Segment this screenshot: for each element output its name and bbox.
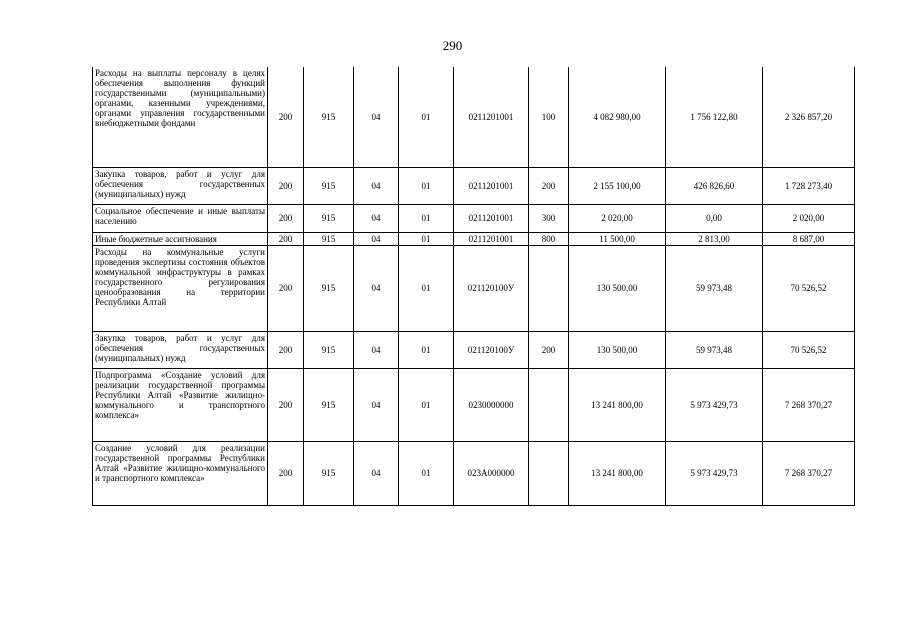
table-row xyxy=(93,245,855,331)
cell-expense-type xyxy=(529,441,569,505)
cell-amount-executed: 5 973 429,73 xyxy=(666,368,763,441)
table-row xyxy=(93,368,855,441)
cell-code-1: 200 xyxy=(268,67,304,167)
cell-section: 04 xyxy=(354,204,399,232)
cell-amount-executed: 59 973,48 xyxy=(666,245,763,331)
cell-amount-plan: 130 500,00 xyxy=(569,245,666,331)
cell-target-article: 021120100У xyxy=(454,245,529,331)
budget-table xyxy=(92,67,855,506)
cell-amount-plan: 13 241 800,00 xyxy=(569,368,666,441)
cell-amount-remaining: 7 268 370,27 xyxy=(763,441,855,505)
cell-expense-type: 200 xyxy=(529,167,569,204)
cell-expense-type xyxy=(529,245,569,331)
cell-amount-plan: 11 500,00 xyxy=(569,232,666,245)
cell-code-1: 200 xyxy=(268,167,304,204)
cell-expense-type: 800 xyxy=(529,232,569,245)
cell-code-1: 200 xyxy=(268,204,304,232)
row-description: Иные бюджетные ассигнования xyxy=(93,232,268,245)
cell-target-article: 021120100У xyxy=(454,331,529,368)
cell-code-2: 915 xyxy=(304,232,354,245)
cell-section: 04 xyxy=(354,67,399,167)
cell-amount-plan: 4 082 980,00 xyxy=(569,67,666,167)
cell-amount-plan: 130 500,00 xyxy=(569,331,666,368)
cell-amount-remaining: 1 728 273,40 xyxy=(763,167,855,204)
cell-code-2: 915 xyxy=(304,167,354,204)
cell-target-article: 0211201001 xyxy=(454,67,529,167)
cell-amount-plan: 13 241 800,00 xyxy=(569,441,666,505)
row-description: Расходы на коммунальные услуги проведения экспертизы состояния объектов коммунальной инфраструктуры в рамках государственного регулирования ценообразования на территории Республики Алтай xyxy=(93,245,268,331)
cell-amount-executed: 1 756 122,80 xyxy=(666,67,763,167)
cell-target-article: 0230000000 xyxy=(454,368,529,441)
cell-amount-executed: 5 973 429,73 xyxy=(666,441,763,505)
cell-section: 04 xyxy=(354,232,399,245)
cell-subsection: 01 xyxy=(399,67,454,167)
cell-code-2: 915 xyxy=(304,331,354,368)
cell-expense-type xyxy=(529,368,569,441)
row-description: Социальное обеспечение и иные выплаты населению xyxy=(93,204,268,232)
cell-section: 04 xyxy=(354,368,399,441)
cell-amount-remaining: 2 020,00 xyxy=(763,204,855,232)
row-description: Закупка товаров, работ и услуг для обеспечения государственных (муниципальных) нужд xyxy=(93,331,268,368)
cell-subsection: 01 xyxy=(399,331,454,368)
cell-target-article: 0211201001 xyxy=(454,204,529,232)
row-description: Закупка товаров, работ и услуг для обеспечения государственных (муниципальных) нужд xyxy=(93,167,268,204)
table-row xyxy=(93,331,855,368)
cell-section: 04 xyxy=(354,167,399,204)
cell-subsection: 01 xyxy=(399,204,454,232)
cell-code-1: 200 xyxy=(268,232,304,245)
cell-amount-remaining: 2 326 857,20 xyxy=(763,67,855,167)
cell-expense-type: 300 xyxy=(529,204,569,232)
cell-code-2: 915 xyxy=(304,204,354,232)
cell-target-article: 0211201001 xyxy=(454,232,529,245)
cell-subsection: 01 xyxy=(399,232,454,245)
cell-section: 04 xyxy=(354,331,399,368)
cell-subsection: 01 xyxy=(399,368,454,441)
cell-code-1: 200 xyxy=(268,245,304,331)
table-row xyxy=(93,67,855,167)
cell-code-2: 915 xyxy=(304,441,354,505)
cell-amount-remaining: 70 526,52 xyxy=(763,245,855,331)
cell-amount-executed: 0,00 xyxy=(666,204,763,232)
cell-expense-type: 100 xyxy=(529,67,569,167)
cell-code-2: 915 xyxy=(304,245,354,331)
cell-amount-executed: 2 813,00 xyxy=(666,232,763,245)
row-description: Расходы на выплаты персоналу в целях обеспечения выполнения функций государственными (муниципальными) органами, казенными учреждениями, органами управления государственными внебюджетными фондами xyxy=(93,67,268,167)
cell-target-article: 023А000000 xyxy=(454,441,529,505)
cell-amount-plan: 2 155 100,00 xyxy=(569,167,666,204)
cell-section: 04 xyxy=(354,245,399,331)
cell-amount-plan: 2 020,00 xyxy=(569,204,666,232)
cell-subsection: 01 xyxy=(399,167,454,204)
cell-code-1: 200 xyxy=(268,331,304,368)
cell-code-1: 200 xyxy=(268,441,304,505)
cell-code-2: 915 xyxy=(304,67,354,167)
cell-amount-remaining: 8 687,00 xyxy=(763,232,855,245)
cell-section: 04 xyxy=(354,441,399,505)
cell-amount-executed: 59 973,48 xyxy=(666,331,763,368)
cell-code-1: 200 xyxy=(268,368,304,441)
cell-expense-type: 200 xyxy=(529,331,569,368)
page-number: 290 xyxy=(442,38,463,53)
cell-amount-remaining: 7 268 370,27 xyxy=(763,368,855,441)
cell-amount-remaining: 70 526,52 xyxy=(763,331,855,368)
cell-target-article: 0211201001 xyxy=(454,167,529,204)
row-description: Подпрограмма «Создание условий для реализации государственной программы Республики Алтай «Развитие жилищно-коммунального и транспортного комплекса» xyxy=(93,368,268,441)
row-description: Создание условий для реализации государственной программы Республики Алтай «Развитие жилищно-коммунального и транспортного комплекса» xyxy=(93,441,268,505)
cell-subsection: 01 xyxy=(399,441,454,505)
table-row xyxy=(93,167,855,204)
table-row xyxy=(93,204,855,232)
cell-amount-executed: 426 826,60 xyxy=(666,167,763,204)
table-row xyxy=(93,232,855,245)
table-row xyxy=(93,441,855,505)
cell-code-2: 915 xyxy=(304,368,354,441)
cell-subsection: 01 xyxy=(399,245,454,331)
